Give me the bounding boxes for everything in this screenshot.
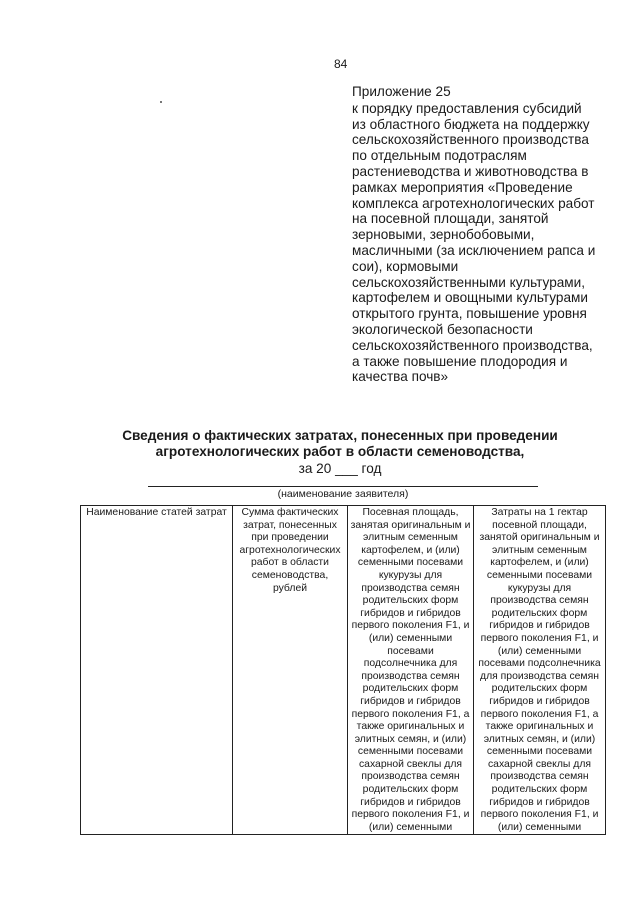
appendix-line: масличными (за исключением рапса и: [352, 242, 596, 258]
cell-line: элитных семян, и (или): [483, 733, 596, 745]
report-year-line: за 20 ___ год: [298, 461, 382, 476]
cell-line: Сумма фактических: [241, 507, 339, 518]
cell-line: гибридов и гибридов: [360, 695, 461, 707]
cell-line: Наименование статей затрат: [86, 507, 227, 518]
cell-line: родительских форм: [491, 683, 588, 695]
cell-line: элитным семенным: [363, 532, 458, 544]
heading-line-2: агротехнологических работ в области семеноводства,: [155, 444, 525, 459]
applicant-name-underline: [148, 486, 538, 487]
appendix-title: Приложение 25: [352, 84, 451, 99]
cell-line: посевами: [387, 645, 434, 657]
appendix-line: качества почв»: [352, 369, 449, 385]
cell-line: родительских форм: [362, 683, 459, 695]
appendix-line: на посевной площади, занятой: [352, 211, 549, 227]
cell-line: посевной площади,: [492, 519, 587, 531]
cell-line: первого поколения F1, и: [480, 632, 599, 644]
header-actual-costs-sum: [233, 506, 348, 835]
cell-line: производства семян: [490, 595, 589, 607]
cell-line: первого поколения F1, а: [351, 708, 470, 720]
appendix-line: по отдельным подотраслям: [352, 148, 527, 164]
appendix-line: сельскохозяйственными культурами,: [352, 274, 586, 290]
cell-line: гибридов и гибридов: [489, 695, 590, 707]
report-heading: [80, 428, 600, 460]
cell-line: производства семян: [490, 771, 589, 783]
cell-line: Посевная площадь,: [362, 507, 459, 518]
cell-line: кукурузы для: [378, 569, 443, 581]
heading-line-1: Сведения о фактических затратах, понесенных при проведении: [122, 428, 558, 443]
appendix-line: из областного бюджета на поддержку: [352, 116, 590, 132]
cell-line: производства семян: [361, 771, 460, 783]
appendix-line: зерновыми, зернобобовыми,: [352, 227, 535, 243]
cell-line: гибридов и гибридов: [360, 607, 461, 619]
cell-line: работ в области: [251, 557, 329, 569]
cell-line: родительских форм: [362, 595, 459, 607]
cell-line: первого поколения F1, и: [480, 809, 599, 821]
cell-line: рублей: [272, 582, 308, 594]
cell-line: сахарной свеклы для: [487, 758, 592, 770]
appendix-line: сои), кормовыми: [352, 258, 459, 274]
appendix-line: а также повышение плодородия и: [352, 353, 568, 369]
cell-line: первого поколения F1, и: [351, 620, 470, 632]
page-number: 84: [334, 57, 348, 71]
appendix-line: картофелем и овощными культурами: [352, 290, 588, 306]
appendix-line: растениеводства и животноводства в: [352, 163, 589, 179]
cell-line: гибридов и гибридов: [489, 620, 590, 632]
appendix-block: [352, 84, 612, 385]
cell-line: (или) семенными: [368, 821, 453, 833]
appendix-line: к порядку предоставления субсидий: [352, 100, 582, 116]
cell-line: гибридов и гибридов: [489, 796, 590, 808]
cell-line: затрат, понесенных: [243, 519, 337, 531]
cell-line: также оригинальных и: [485, 721, 594, 733]
cell-line: семенными посевами: [486, 569, 593, 581]
cell-line: картофелем, и (или): [490, 557, 589, 569]
cell-line: Затраты на 1 гектар: [491, 507, 588, 518]
cell-line: семенными посевами: [486, 746, 593, 758]
cell-line: (или) семенными: [497, 821, 582, 833]
cell-line: элитным семенным: [492, 544, 587, 556]
table-header-row: [81, 506, 606, 835]
cell-line: родительских форм: [491, 784, 588, 796]
cell-line: первого поколения F1, а: [480, 708, 599, 720]
appendix-line: комплекса агротехнологических работ: [352, 195, 595, 211]
cell-line: семенными посевами: [357, 557, 464, 569]
cell-line: подсолнечника для: [363, 658, 458, 670]
cell-line: при проведении: [251, 532, 329, 544]
appendix-line: экологической безопасности: [352, 321, 533, 337]
scan-speck: [160, 101, 162, 103]
cell-line: производства семян: [361, 670, 460, 682]
cell-line: (или) семенными: [497, 645, 582, 657]
cell-line: занятая оригинальным и: [350, 519, 471, 531]
cell-line: родительских форм: [362, 784, 459, 796]
cell-line: сахарной свеклы для: [358, 758, 463, 770]
cell-line: элитных семян, и (или): [354, 733, 467, 745]
cell-line: занятой оригинальным и: [479, 532, 600, 544]
applicant-name-caption: (наименование заявителя): [277, 488, 409, 500]
cell-line: (или) семенными: [368, 632, 453, 644]
header-cost-items: [81, 506, 233, 835]
cell-line: производства семян: [361, 582, 460, 594]
costs-table: [80, 505, 606, 835]
cell-line: также оригинальных и: [356, 721, 465, 733]
cell-line: гибридов и гибридов: [360, 796, 461, 808]
cell-line: картофелем, и (или): [361, 544, 460, 556]
cell-line: для производства семян: [480, 670, 599, 682]
cell-line: родительских форм: [491, 607, 588, 619]
appendix-line: сельскохозяйственного производства,: [352, 337, 593, 353]
cell-line: посевами подсолнечника: [478, 658, 601, 670]
cell-line: первого поколения F1, и: [351, 809, 470, 821]
header-sown-area: [348, 506, 474, 835]
appendix-line: открытого грунта, повышение уровня: [352, 306, 587, 322]
cell-line: кукурузы для: [507, 582, 572, 594]
cell-line: агротехнологических: [239, 544, 341, 556]
cell-line: семеноводства,: [251, 569, 329, 581]
appendix-line: сельскохозяйственного производства: [352, 132, 589, 148]
appendix-line: рамках мероприятия «Проведение: [352, 179, 573, 195]
header-costs-per-hectare: [474, 506, 606, 835]
cell-line: семенными посевами: [357, 746, 464, 758]
